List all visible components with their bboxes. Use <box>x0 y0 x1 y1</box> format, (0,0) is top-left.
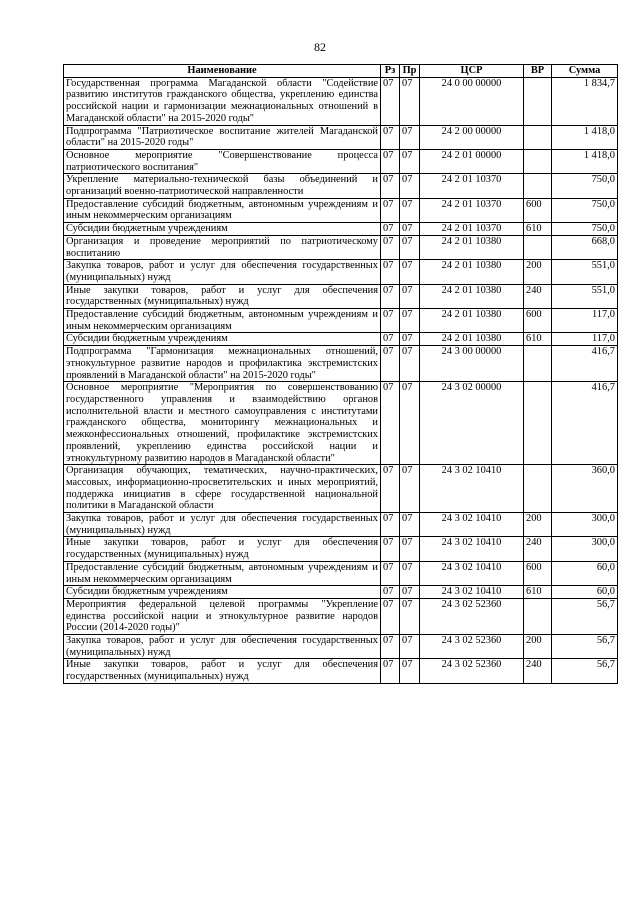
header-sum: Сумма <box>552 65 618 78</box>
table-row <box>64 260 618 284</box>
cell-name: Государственная программа Магаданской области "Содействие развитию институтов гражданского общества, укреплению единства российской нации и гармонизации межнациональных отношений в Магаданской области" на 2015-2020 годы" <box>64 77 381 125</box>
cell-csr: 24 2 01 10380 <box>420 235 524 259</box>
cell-name: Иные закупки товаров, работ и услуг для обеспечения государственных (муниципальных) нужд <box>64 284 381 308</box>
cell-vr: 600 <box>524 309 552 333</box>
cell-pr: 07 <box>400 309 420 333</box>
cell-name: Предоставление субсидий бюджетным, автономным учреждениям и иным некоммерческим организациям <box>64 309 381 333</box>
cell-name: Мероприятия федеральной целевой программы "Укрепление единства российской нации и этнокультурное развитие народов России (2014-2020 годы)" <box>64 598 381 634</box>
cell-pr: 07 <box>400 382 420 465</box>
cell-pr: 07 <box>400 537 420 561</box>
cell-sum: 750,0 <box>552 223 618 236</box>
cell-rz: 07 <box>381 513 400 537</box>
cell-sum: 360,0 <box>552 465 618 513</box>
cell-vr <box>524 346 552 382</box>
cell-sum: 416,7 <box>552 346 618 382</box>
cell-name: Подпрограмма "Патриотическое воспитание жителей Магаданской области" на 2015-2020 годы" <box>64 125 381 149</box>
header-csr: ЦСР <box>420 65 524 78</box>
cell-rz: 07 <box>381 309 400 333</box>
table-row <box>64 537 618 561</box>
cell-vr: 600 <box>524 198 552 222</box>
cell-name: Субсидии бюджетным учреждениям <box>64 223 381 236</box>
cell-vr <box>524 125 552 149</box>
cell-pr: 07 <box>400 598 420 634</box>
cell-rz: 07 <box>381 235 400 259</box>
cell-name: Закупка товаров, работ и услуг для обеспечения государственных (муниципальных) нужд <box>64 635 381 659</box>
table-row <box>64 513 618 537</box>
header-name: Наименование <box>64 65 381 78</box>
cell-name: Укрепление материально-технической базы объединений и организаций военно-патриотической направленности <box>64 174 381 198</box>
table-row <box>64 598 618 634</box>
header-row <box>64 65 618 78</box>
cell-rz: 07 <box>381 223 400 236</box>
cell-pr: 07 <box>400 260 420 284</box>
table-row <box>64 382 618 465</box>
cell-rz: 07 <box>381 537 400 561</box>
cell-csr: 24 2 01 10380 <box>420 309 524 333</box>
cell-vr: 240 <box>524 659 552 683</box>
cell-sum: 56,7 <box>552 635 618 659</box>
cell-pr: 07 <box>400 77 420 125</box>
table-header <box>64 65 618 78</box>
cell-sum: 300,0 <box>552 537 618 561</box>
cell-pr: 07 <box>400 223 420 236</box>
cell-csr: 24 3 02 10410 <box>420 537 524 561</box>
cell-pr: 07 <box>400 235 420 259</box>
cell-pr: 07 <box>400 198 420 222</box>
table-row <box>64 346 618 382</box>
cell-sum: 56,7 <box>552 659 618 683</box>
cell-sum: 300,0 <box>552 513 618 537</box>
table-row <box>64 235 618 259</box>
cell-pr: 07 <box>400 149 420 173</box>
cell-csr: 24 2 01 10380 <box>420 260 524 284</box>
table-row <box>64 77 618 125</box>
cell-csr: 24 3 02 10410 <box>420 561 524 585</box>
cell-rz: 07 <box>381 382 400 465</box>
table-row <box>64 174 618 198</box>
header-vr: ВР <box>524 65 552 78</box>
cell-pr: 07 <box>400 513 420 537</box>
cell-rz: 07 <box>381 659 400 683</box>
cell-name: Иные закупки товаров, работ и услуг для обеспечения государственных (муниципальных) нужд <box>64 537 381 561</box>
cell-csr: 24 0 00 00000 <box>420 77 524 125</box>
cell-vr <box>524 598 552 634</box>
cell-csr: 24 3 02 10410 <box>420 586 524 599</box>
cell-rz: 07 <box>381 284 400 308</box>
cell-rz: 07 <box>381 561 400 585</box>
cell-name: Основное мероприятие "Мероприятия по совершенствованию государственного управления и взаимодействию органов исполнительной власти и местного самоуправления с институтами гражданского общества, мониторингу межнациональных и межконфессиональных отношений, профилактике экстремистских проявлений, укреплению единства российской нации и этнокультурному развитию народов в Магаданской области" <box>64 382 381 465</box>
table-row <box>64 659 618 683</box>
table-row <box>64 149 618 173</box>
page-number: 82 <box>314 40 326 54</box>
cell-csr: 24 2 01 10380 <box>420 284 524 308</box>
cell-name: Субсидии бюджетным учреждениям <box>64 586 381 599</box>
cell-vr <box>524 149 552 173</box>
cell-rz: 07 <box>381 260 400 284</box>
cell-vr <box>524 465 552 513</box>
cell-sum: 56,7 <box>552 598 618 634</box>
cell-sum: 117,0 <box>552 309 618 333</box>
cell-vr: 600 <box>524 561 552 585</box>
cell-vr <box>524 382 552 465</box>
cell-name: Организация обучающих, тематических, научно-практических, массовых, информационно-просветительских и иных мероприятий, поддержка инициатив в сфере государственной национальной политики в Магаданской области <box>64 465 381 513</box>
cell-vr: 200 <box>524 260 552 284</box>
cell-pr: 07 <box>400 586 420 599</box>
cell-rz: 07 <box>381 586 400 599</box>
cell-vr: 610 <box>524 586 552 599</box>
budget-table <box>63 64 618 684</box>
cell-csr: 24 3 02 52360 <box>420 598 524 634</box>
cell-sum: 668,0 <box>552 235 618 259</box>
header-rz: Рз <box>381 65 400 78</box>
cell-vr: 610 <box>524 333 552 346</box>
table-body <box>64 77 618 683</box>
cell-vr: 200 <box>524 513 552 537</box>
cell-name: Организация и проведение мероприятий по патриотическому воспитанию <box>64 235 381 259</box>
cell-sum: 60,0 <box>552 561 618 585</box>
cell-name: Закупка товаров, работ и услуг для обеспечения государственных (муниципальных) нужд <box>64 260 381 284</box>
cell-pr: 07 <box>400 465 420 513</box>
cell-csr: 24 2 01 10380 <box>420 333 524 346</box>
table-row <box>64 309 618 333</box>
cell-vr: 240 <box>524 284 552 308</box>
cell-csr: 24 3 02 10410 <box>420 513 524 537</box>
cell-rz: 07 <box>381 465 400 513</box>
cell-sum: 1 834,7 <box>552 77 618 125</box>
cell-sum: 1 418,0 <box>552 125 618 149</box>
cell-vr: 200 <box>524 635 552 659</box>
cell-name: Предоставление субсидий бюджетным, автономным учреждениям и иным некоммерческим организациям <box>64 198 381 222</box>
cell-pr: 07 <box>400 659 420 683</box>
cell-rz: 07 <box>381 333 400 346</box>
cell-pr: 07 <box>400 346 420 382</box>
table-row <box>64 284 618 308</box>
cell-sum: 750,0 <box>552 174 618 198</box>
table-row <box>64 223 618 236</box>
header-pr: Пр <box>400 65 420 78</box>
cell-csr: 24 3 02 52360 <box>420 659 524 683</box>
cell-rz: 07 <box>381 635 400 659</box>
cell-sum: 416,7 <box>552 382 618 465</box>
cell-sum: 1 418,0 <box>552 149 618 173</box>
cell-vr <box>524 235 552 259</box>
cell-csr: 24 2 01 00000 <box>420 149 524 173</box>
cell-rz: 07 <box>381 598 400 634</box>
table-row <box>64 561 618 585</box>
table-row <box>64 333 618 346</box>
cell-sum: 551,0 <box>552 260 618 284</box>
cell-csr: 24 2 01 10370 <box>420 198 524 222</box>
cell-name: Предоставление субсидий бюджетным, автономным учреждениям и иным некоммерческим организациям <box>64 561 381 585</box>
cell-sum: 750,0 <box>552 198 618 222</box>
cell-pr: 07 <box>400 635 420 659</box>
cell-rz: 07 <box>381 125 400 149</box>
cell-csr: 24 2 00 00000 <box>420 125 524 149</box>
cell-pr: 07 <box>400 125 420 149</box>
cell-sum: 117,0 <box>552 333 618 346</box>
table-row <box>64 125 618 149</box>
cell-rz: 07 <box>381 198 400 222</box>
cell-rz: 07 <box>381 149 400 173</box>
cell-sum: 60,0 <box>552 586 618 599</box>
cell-csr: 24 2 01 10370 <box>420 174 524 198</box>
cell-name: Субсидии бюджетным учреждениям <box>64 333 381 346</box>
table-row <box>64 635 618 659</box>
cell-pr: 07 <box>400 333 420 346</box>
cell-vr <box>524 174 552 198</box>
cell-rz: 07 <box>381 174 400 198</box>
cell-name: Иные закупки товаров, работ и услуг для обеспечения государственных (муниципальных) нужд <box>64 659 381 683</box>
cell-pr: 07 <box>400 284 420 308</box>
cell-pr: 07 <box>400 561 420 585</box>
cell-csr: 24 3 00 00000 <box>420 346 524 382</box>
table-row <box>64 465 618 513</box>
cell-vr: 610 <box>524 223 552 236</box>
cell-rz: 07 <box>381 77 400 125</box>
table-row <box>64 586 618 599</box>
cell-name: Закупка товаров, работ и услуг для обеспечения государственных (муниципальных) нужд <box>64 513 381 537</box>
cell-name: Подпрограмма "Гармонизация межнациональных отношений, этнокультурное развитие народов и профилактика экстремистских проявлений в Магаданской области" на 2015-2020 годы" <box>64 346 381 382</box>
cell-rz: 07 <box>381 346 400 382</box>
cell-vr <box>524 77 552 125</box>
cell-sum: 551,0 <box>552 284 618 308</box>
cell-pr: 07 <box>400 174 420 198</box>
cell-csr: 24 3 02 00000 <box>420 382 524 465</box>
cell-csr: 24 3 02 10410 <box>420 465 524 513</box>
cell-vr: 240 <box>524 537 552 561</box>
cell-csr: 24 2 01 10370 <box>420 223 524 236</box>
table-row <box>64 198 618 222</box>
cell-csr: 24 3 02 52360 <box>420 635 524 659</box>
cell-name: Основное мероприятие "Совершенствование процесса патриотического воспитания" <box>64 149 381 173</box>
